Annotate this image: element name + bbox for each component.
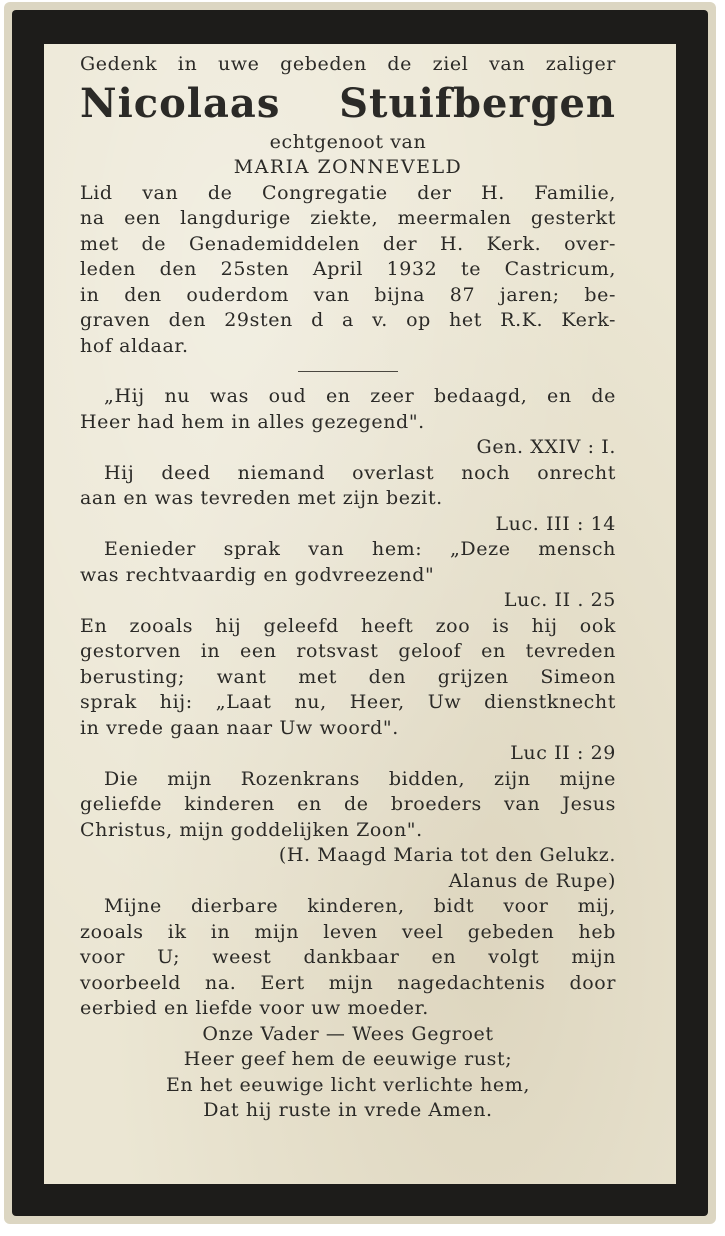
passage-line: voor U; weest dankbaar en volgt mijn [80, 946, 616, 968]
passage-line: „Hij nu was oud en zeer bedaagd, en de [104, 385, 616, 407]
prayer-line: Heer geef hem de eeuwige rust; [183, 1048, 513, 1070]
passage-line: berusting; want met den grijzen Simeon [80, 665, 616, 688]
deceased-name: Nicolaas Stuifbergen [80, 79, 616, 127]
scripture-reference: Luc II : 29 [510, 742, 616, 764]
scripture-reference: Luc. III : 14 [495, 512, 616, 535]
bio-line: met de Genademiddelen der H. Kerk. over- [80, 232, 616, 255]
spouse-intro: echtgenoot van [269, 130, 427, 153]
passage-line: eerbied en liefde voor uw moeder. [80, 997, 429, 1019]
passage-line: zooals ik in mijn leven veel gebeden heb [80, 920, 616, 943]
passage-line: gestorven in een rotsvast geloof en tevreden [80, 640, 616, 662]
passage-line: aan en was tevreden met zijn bezit. [80, 487, 443, 509]
passage-line: in vrede gaan naar Uw woord". [80, 716, 399, 739]
scripture-reference: Luc. II . 25 [503, 589, 616, 611]
passage-line: En zooals hij geleefd heeft zoo is hij ook [80, 614, 616, 637]
passage-line: voorbeeld na. Eert mijn nagedachtenis door [80, 971, 616, 994]
passage-line: Mijne dierbare kinderen, bidt voor mij, [104, 895, 616, 917]
bio-line: in den ouderdom van bijna 87 jaren; be- [80, 283, 616, 306]
passage-line: was rechtvaardig en godvreezend" [80, 563, 435, 586]
quote-attribution: (H. Maagd Maria tot den Gelukz. [278, 844, 616, 866]
bio-line: Lid van de Congregatie der H. Familie, [80, 181, 616, 204]
bio-line: hof aldaar. [80, 334, 189, 357]
bio-line: graven den 29sten d a v. op het R.K. Kerk- [80, 309, 616, 331]
passage-line: Christus, mijn goddelijken Zoon". [80, 818, 423, 841]
spouse-name: MARIA ZONNEVELD [233, 156, 463, 178]
card-text [80, 52, 616, 1124]
prayer-line: Onze Vader — Wees Gegroet [202, 1022, 494, 1045]
passage-line: Hij deed niemand overlast noch onrecht [104, 461, 616, 484]
passage-line: Die mijn Rozenkrans bidden, zijn mijne [104, 767, 616, 790]
divider-rule [298, 371, 398, 372]
prayer-line: En het eeuwige licht verlichte hem, [165, 1073, 531, 1096]
prayer-line: Dat hij ruste in vrede Amen. [203, 1099, 493, 1121]
passage-line: Heer had hem in alles gezegend". [80, 410, 425, 433]
intro-line: Gedenk in uwe gebeden de ziel van zaliger [80, 53, 616, 75]
bio-line: na een langdurige ziekte, meermalen gesterkt [80, 207, 616, 229]
passage-line: geliefde kinderen en de broeders van Jesus [80, 793, 616, 815]
passage-line: Eenieder sprak van hem: „Deze mensch [104, 538, 616, 560]
quote-attribution: Alanus de Rupe) [448, 869, 616, 892]
scripture-reference: Gen. XXIV : I. [476, 436, 616, 458]
passage-line: sprak hij: „Laat nu, Heer, Uw dienstknecht [80, 691, 616, 713]
bio-line: leden den 25sten April 1932 te Castricum, [80, 258, 616, 280]
